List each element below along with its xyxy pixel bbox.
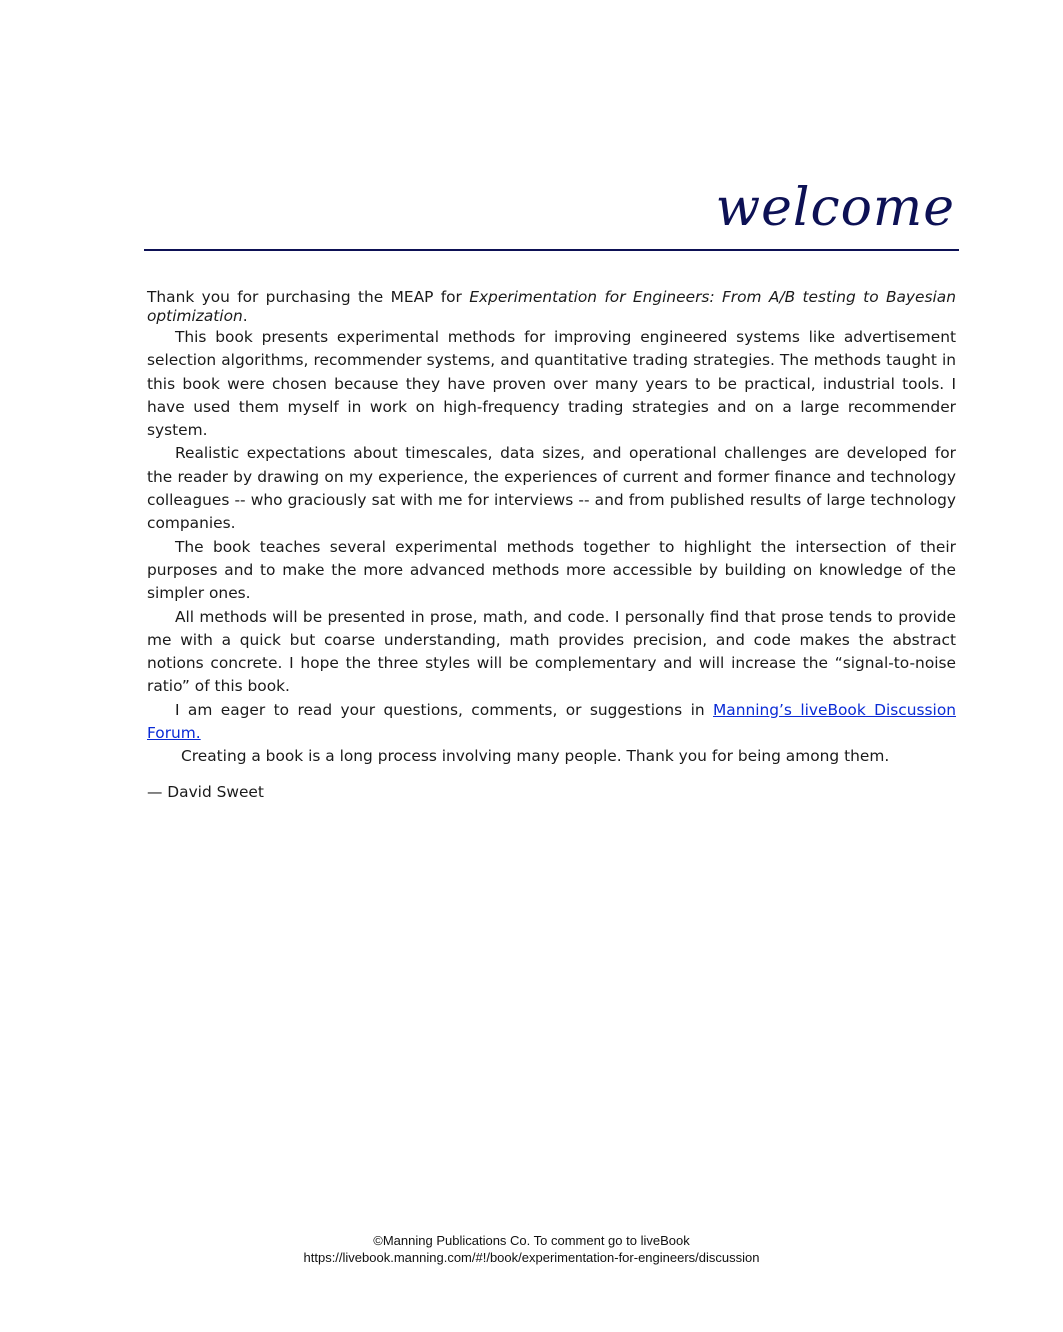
intro-paragraph: [147, 288, 956, 326]
forum-link[interactable]: Manning’s liveBook Discussion Forum.: [147, 700, 956, 743]
book-title: Experimentation for Engineers: From A/B testing to Bayesian optimization: [147, 288, 956, 325]
forum-text: I am eager to read your questions, comments, or suggestions in: [175, 700, 713, 719]
signature: — David Sweet: [147, 782, 264, 801]
page-footer: [0, 1232, 1063, 1266]
paragraph-closing: Creating a book is a long process involving many people. Thank you for being among them.: [181, 747, 890, 766]
footer-copyright: ©Manning Publications Co. To comment go to liveBook: [373, 1233, 690, 1248]
footer-url: https://livebook.manning.com/#!/book/experimentation-for-engineers/discussion: [303, 1250, 760, 1265]
paragraph-methods-together: The book teaches several experimental methods together to highlight the intersection of their purposes and to make the more advanced methods more accessible by building on knowledge of the simpler ones.: [147, 537, 956, 603]
paragraph-expectations: Realistic expectations about timescales, data sizes, and operational challenges are developed for the reader by drawing on my experience, the experiences of current and former finance and technology colleagues -- who graciously sat with me for interviews -- and from published results of large technology companies.: [147, 444, 956, 533]
intro-end: .: [242, 307, 248, 325]
title-rule: [144, 249, 959, 251]
paragraph-methods: This book presents experimental methods for improving engineered systems like advertisement selection algorithms, recommender systems, and quantitative trading strategies. The methods taught in this book were chosen because they have proven over many years to be practical, industrial tools. I have used them myself in work on high-frequency trading strategies and on a large recommender system.: [147, 328, 956, 440]
paragraph-prose-math-code: All methods will be presented in prose, math, and code. I personally find that prose tends to provide me with a quick but coarse understanding, math provides precision, and code makes the abstract notions concrete. I hope the three styles will be complementary and will increase the “signal-to-noise ratio” of this book.: [147, 607, 956, 696]
page-title: welcome: [715, 178, 955, 238]
paragraph-forum: [147, 699, 956, 746]
letter-body: [147, 288, 956, 804]
intro-text: Thank you for purchasing the MEAP for: [147, 288, 470, 306]
